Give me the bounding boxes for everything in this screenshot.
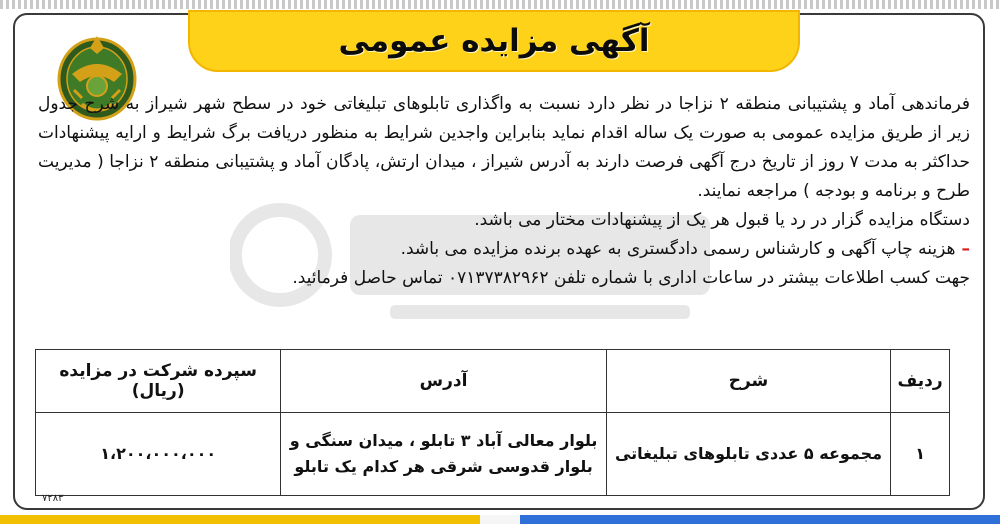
notice-body	[38, 90, 970, 293]
header-deposit: سپرده شرکت در مزایده (ریال)	[36, 350, 281, 413]
table-header-row	[36, 350, 950, 413]
header-address: آدرس	[281, 350, 606, 413]
top-decorative-stripes	[0, 0, 1000, 9]
cell-description: مجموعه ۵ عددی تابلوهای تبلیغاتی	[606, 413, 890, 496]
paragraph-main: فرماندهی آماد و پشتیبانی منطقه ۲ نزاجا در نظر دارد نسبت به واگذاری تابلوهای تبلیغاتی خود در سطح شهر شیراز به شرح جدول زیر از طریق مزایده عمومی به صورت یک ساله اقدام نماید بنابراین واجدین شرایط به منظور دریافت برگ شرایط و ارایه پیشنهادات حداکثر به مدت ۷ روز از تاریخ درج آگهی فرصت دارند به آدرس شیراز ، میدان ارتش، پادگان آماد و پشتیبانی منطقه ۲ نزاجا ( مدیریت طرح و برنامه و بودجه ) مراجعه نمایند.	[38, 94, 970, 201]
paragraph-contact: جهت کسب اطلاعات بیشتر در ساعات اداری با شماره تلفن ۰۷۱۳۷۳۸۲۹۶۲ تماس حاصل فرمائید.	[292, 268, 970, 288]
header-description: شرح	[606, 350, 890, 413]
cell-row-number: ۱	[891, 413, 950, 496]
paragraph-costs-text: هزینه چاپ آگهی و کارشناس رسمی دادگستری به عهده برنده مزایده می باشد.	[400, 239, 956, 259]
notice-title: آگهی مزایده عمومی	[338, 23, 650, 59]
bottom-color-bar	[0, 515, 1000, 524]
red-dash: –	[961, 239, 970, 259]
address-line-1: بلوار معالی آباد ۳ تابلو ، میدان سنگی و	[289, 431, 598, 450]
reference-code: ۷۲۸۳	[42, 493, 64, 504]
paragraph-rights: دستگاه مزایده گزار در رد یا قبول هر یک از پیشنهادات مختار می باشد.	[474, 210, 970, 230]
cell-address	[281, 413, 606, 496]
address-line-2: بلوار قدوسی شرقی هر کدام یک تابلو	[294, 457, 593, 476]
header-row-number: ردیف	[891, 350, 950, 413]
cell-deposit: ۱،۲۰۰،۰۰۰،۰۰۰	[36, 413, 281, 496]
paragraph-costs	[38, 235, 970, 264]
title-banner	[188, 10, 800, 72]
table-row	[36, 413, 950, 496]
auction-table	[35, 349, 950, 496]
